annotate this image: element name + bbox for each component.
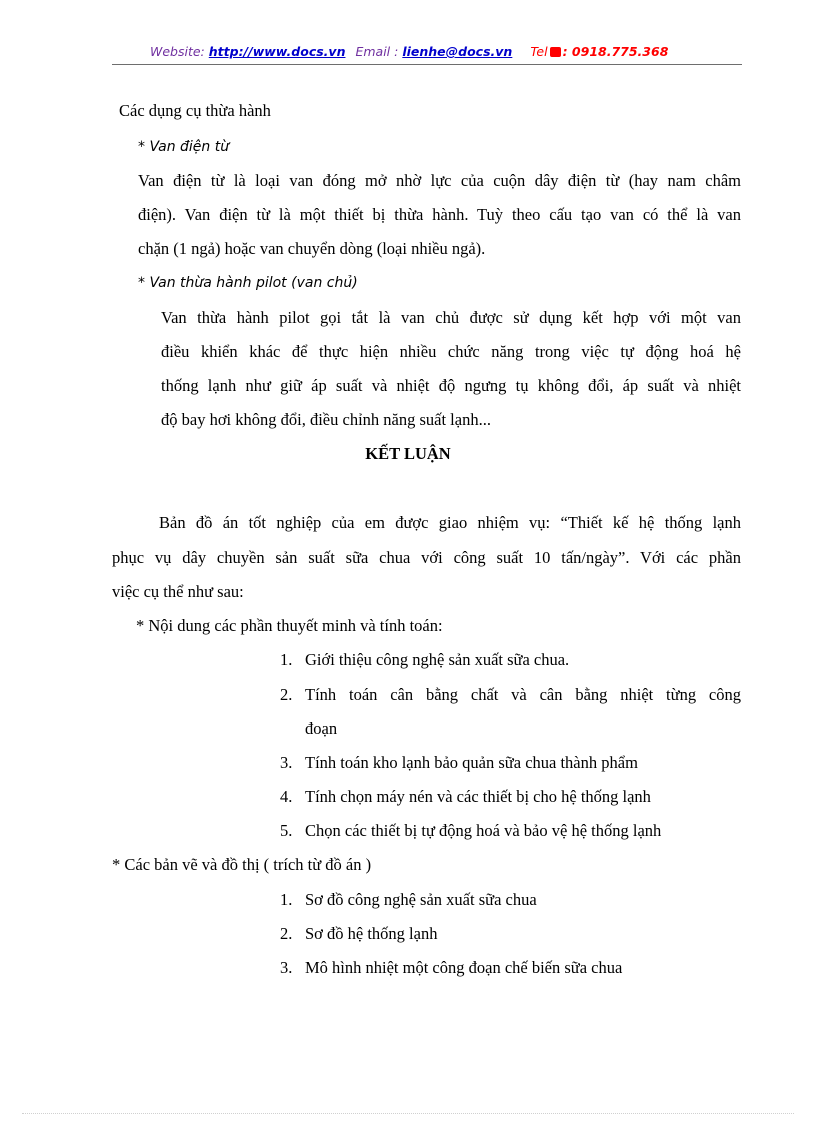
conclusion-title: KẾT LUẬN bbox=[365, 444, 451, 463]
content-item-1: Giới thiệu công nghệ sản xuất sữa chua. bbox=[305, 650, 570, 669]
tel-number: : 0918.775.368 bbox=[562, 44, 669, 59]
content-item-2-number: 2. bbox=[280, 685, 293, 704]
drawing-item-2-number: 2. bbox=[280, 924, 293, 943]
pilot-line-3: thống lạnh như giữ áp suất và nhiệt độ ngưng tụ không đổi, áp suất và nhiệt bbox=[161, 376, 741, 395]
drawings-heading: * Các bản vẽ và đồ thị ( trích từ đồ án ) bbox=[112, 855, 372, 874]
tel-label: Tel bbox=[530, 44, 548, 59]
pilot-heading: * Van thừa hành pilot (van chủ) bbox=[138, 275, 358, 291]
solenoid-line-1: Van điện từ là loại van đóng mở nhờ lực của cuộn dây điện từ (hay nam châm bbox=[138, 171, 741, 190]
drawing-item-2: Sơ đồ hệ thống lạnh bbox=[305, 924, 438, 943]
content-item-5: Chọn các thiết bị tự động hoá và bảo vệ hệ thống lạnh bbox=[305, 821, 662, 840]
content-item-1-number: 1. bbox=[280, 650, 293, 669]
drawing-item-3-number: 3. bbox=[280, 958, 293, 977]
content-item-4: Tính chọn máy nén và các thiết bị cho hệ thống lạnh bbox=[305, 787, 651, 806]
pilot-line-1: Van thừa hành pilot gọi tắt là van chủ được sử dụng kết hợp với một van bbox=[161, 308, 741, 327]
solenoid-line-3: chặn (1 ngả) hoặc van chuyển dòng (loại nhiều ngả). bbox=[138, 239, 486, 258]
drawing-item-1-number: 1. bbox=[280, 890, 293, 909]
email-link[interactable]: lienhe@docs.vn bbox=[402, 44, 513, 59]
email-label: Email : bbox=[355, 44, 399, 59]
content-item-3-number: 3. bbox=[280, 753, 293, 772]
content-item-5-number: 5. bbox=[280, 821, 293, 840]
conclusion-line-2: phục vụ dây chuyền sản suất sữa chua với công suất 10 tấn/ngày”. Với các phần bbox=[112, 548, 741, 567]
phone-icon bbox=[550, 47, 561, 57]
drawing-item-1: Sơ đồ công nghệ sản xuất sữa chua bbox=[305, 890, 537, 909]
pilot-line-2: điều khiển khác để thực hiện nhiều chức năng trong việc tự động hoá hệ bbox=[161, 342, 741, 361]
content-item-2-cont: đoạn bbox=[305, 719, 338, 738]
website-label: Website: bbox=[150, 44, 205, 59]
drawing-item-3: Mô hình nhiệt một công đoạn chế biến sữa chua bbox=[305, 958, 623, 977]
footer-divider bbox=[22, 1113, 794, 1114]
website-link[interactable]: http://www.docs.vn bbox=[208, 44, 346, 59]
content-heading: * Nội dung các phần thuyết minh và tính toán: bbox=[136, 616, 443, 635]
content-item-4-number: 4. bbox=[280, 787, 293, 806]
pilot-line-4: độ bay hơi không đổi, điều chỉnh năng suất lạnh... bbox=[161, 410, 491, 429]
conclusion-line-1: Bản đồ án tốt nghiệp của em được giao nhiệm vụ: “Thiết kế hệ thống lạnh bbox=[159, 513, 741, 532]
solenoid-line-2: điện). Van điện từ là một thiết bị thừa hành. Tuỳ theo cấu tạo van có thể là van bbox=[138, 205, 741, 224]
content-item-2: Tính toán cân bằng chất và cân bằng nhiệt từng công bbox=[305, 685, 741, 704]
section-title: Các dụng cụ thừa hành bbox=[119, 101, 271, 120]
content-item-3: Tính toán kho lạnh bảo quản sữa chua thành phẩm bbox=[305, 753, 638, 772]
page-header bbox=[112, 42, 742, 65]
solenoid-heading: * Van điện từ bbox=[138, 139, 230, 155]
conclusion-line-3: việc cụ thể như sau: bbox=[112, 582, 244, 601]
